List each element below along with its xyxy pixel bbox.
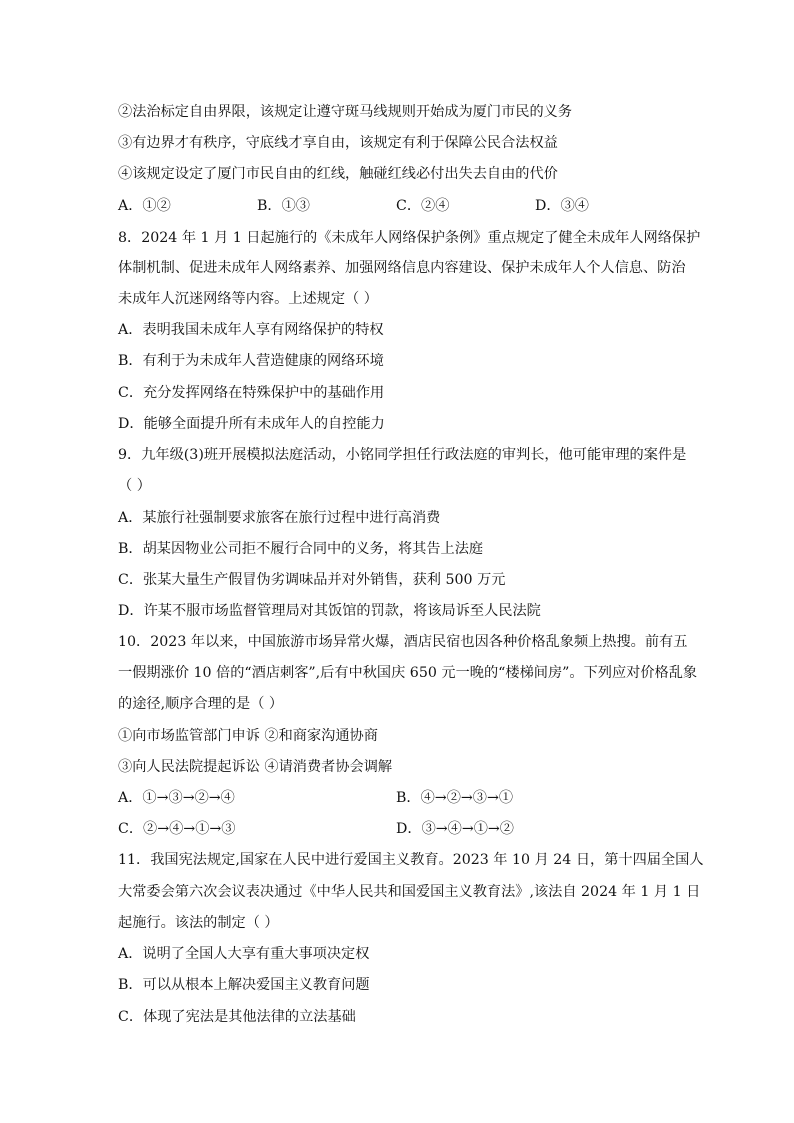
q8-stem-line-1: 8．2024 年 1 月 1 日起施行的《未成年人网络保护条例》重点规定了健全未成年人网络保护 — [118, 230, 701, 246]
q9-option-d: D．许某不服市场监督管理局对其饭馆的罚款，将该局诉至人民法院 — [118, 603, 541, 619]
q11-option-c: C．体现了宪法是其他法律的立法基础 — [118, 1009, 356, 1025]
q10-stem-line-1: 10．2023 年以来，中国旅游市场异常火爆，酒店民宿也因各种价格乱象频上热搜。前有五 — [118, 634, 688, 650]
q7-statement-2: ②法治标定自由界限，该规定让遵守斑马线规则开始成为厦门市民的义务 — [118, 104, 573, 120]
q8-stem-line-2: 体制机制、促进未成年人网络素养、加强网络信息内容建设、保护未成年人个人信息、防治 — [118, 260, 686, 276]
q8-option-d: D．能够全面提升所有未成年人的自控能力 — [118, 416, 385, 432]
q11-option-a: A．说明了全国人大享有重大事项决定权 — [118, 946, 370, 962]
q7-statement-3: ③有边界才有秩序，守底线才享自由，该规定有利于保障公民合法权益 — [118, 135, 558, 151]
q7-options-row — [118, 196, 678, 216]
q10-options-row-1 — [118, 788, 678, 808]
q11-stem-line-2: 大常委会第六次会议表决通过《中华人民共和国爱国主义教育法》,该法自 2024 年 1 月 1 日 — [118, 884, 701, 900]
q10-items-line-2: ③向人民法院提起诉讼 ④请消费者协会调解 — [118, 759, 393, 775]
q9-option-b: B．胡某因物业公司拒不履行合同中的义务，将其告上法庭 — [118, 541, 484, 557]
q10-option-c: C．②→④→①→③ — [118, 821, 236, 837]
q8-stem-line-3: 未成年人沉迷网络等内容。上述规定（ ） — [118, 291, 378, 307]
q8-option-b: B．有利于为未成年人营造健康的网络环境 — [118, 353, 384, 369]
q10-stem-line-2: 一假期涨价 10 倍的“酒店刺客”,后有中秋国庆 650 元一晚的“楼梯间房”。下列应对价格乱象 — [118, 665, 698, 681]
q8-option-a: A．表明我国未成年人享有网络保护的特权 — [118, 322, 384, 338]
q9-option-a: A．某旅行社强制要求旅客在旅行过程中进行高消费 — [118, 510, 441, 526]
q10-option-d: D．③→④→①→② — [396, 821, 514, 837]
q7-option-c: C．②④ — [396, 198, 450, 214]
q7-statement-4: ④该规定设定了厦门市民自由的红线，触碰红线必付出失去自由的代价 — [118, 166, 558, 182]
q10-items-line-1: ①向市场监管部门申诉 ②和商家沟通协商 — [118, 728, 378, 744]
q9-stem-line-1: 9．九年级(3)班开展模拟法庭活动，小铭同学担任行政法庭的审判长，他可能审理的案件是 — [118, 447, 687, 463]
q10-options-row-2 — [118, 819, 678, 839]
q7-option-a: A．①② — [118, 198, 171, 214]
q11-option-b: B．可以从根本上解决爱国主义教育问题 — [118, 977, 370, 993]
q7-option-b: B．①③ — [257, 198, 310, 214]
q7-option-d: D．③④ — [535, 198, 589, 214]
q10-stem-line-3: 的途径,顺序合理的是（ ） — [118, 696, 284, 712]
q9-stem-line-2: （ ） — [118, 478, 151, 494]
q11-stem-line-1: 11．我国宪法规定,国家在人民中进行爱国主义教育。2023 年 10 月 24 日，第十四届全国人 — [118, 852, 704, 868]
q8-option-c: C．充分发挥网络在特殊保护中的基础作用 — [118, 385, 385, 401]
q10-option-a: A．①→③→②→④ — [118, 790, 235, 806]
q11-stem-line-3: 起施行。该法的制定（ ） — [118, 915, 279, 931]
q9-option-c: C．张某大量生产假冒伪劣调味品并对外销售，获利 500 万元 — [118, 572, 506, 588]
q10-option-b: B．④→②→③→① — [396, 790, 514, 806]
